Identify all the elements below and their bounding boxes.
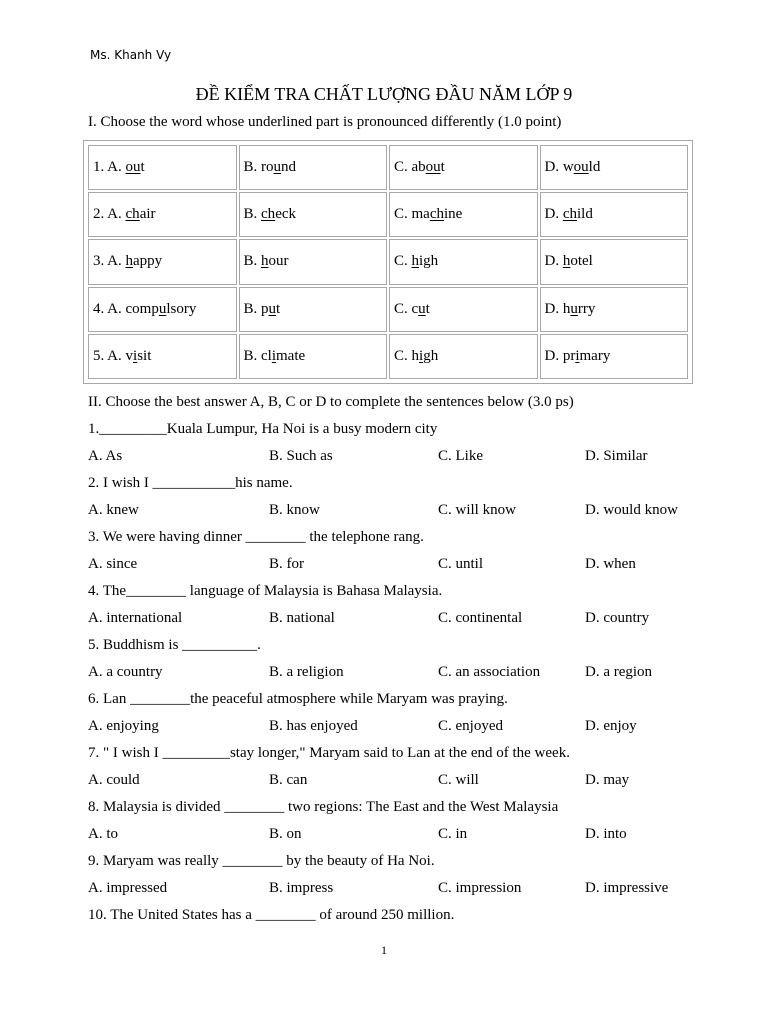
word-prefix: B. p [243, 300, 269, 317]
word-cell [540, 239, 689, 284]
word-cell [88, 239, 237, 284]
section1-heading: I. Choose the word whose underlined part is pronounced differently (1.0 point) [88, 114, 562, 130]
word-suffix: t [440, 159, 445, 176]
word-cell [389, 334, 538, 379]
table-row [88, 239, 688, 284]
answer-option: D. would know [585, 502, 678, 518]
word-suffix: appy [133, 253, 163, 270]
word-suffix: our [268, 253, 289, 270]
word-suffix: t [276, 300, 281, 317]
word-cell [239, 239, 388, 284]
answer-option: C. will know [438, 502, 516, 518]
word-prefix: D. pr [544, 347, 576, 364]
underlined-part: u [268, 300, 277, 317]
underlined-part: ch [429, 206, 445, 223]
underlined-part: h [562, 253, 571, 270]
word-cell [88, 334, 237, 379]
answer-option: D. enjoy [585, 718, 637, 734]
word-cell [540, 287, 689, 332]
answer-option: B. can [269, 772, 308, 788]
question-text: 2. I wish I ___________his name. [88, 475, 293, 491]
word-suffix: nd [281, 159, 296, 176]
underlined-part: ou [125, 159, 141, 176]
question-text: 10. The United States has a ________ of around 250 million. [88, 907, 455, 923]
underlined-part: h [411, 253, 420, 270]
answer-option: A. As [88, 448, 123, 464]
word-suffix: igh [419, 253, 439, 270]
question-text: 8. Malaysia is divided ________ two regions: The East and the West Malaysia [88, 799, 559, 815]
answer-option: A. international [88, 610, 183, 626]
word-suffix: air [139, 206, 156, 223]
word-suffix: otel [570, 253, 593, 270]
question-text: 3. We were having dinner ________ the telephone rang. [88, 529, 424, 545]
word-cell [239, 145, 388, 190]
answer-option: C. will [438, 772, 479, 788]
question-text: 9. Maryam was really ________ by the beauty of Ha Noi. [88, 853, 435, 869]
word-prefix: C. [394, 253, 412, 270]
word-prefix: C. ab [394, 159, 426, 176]
word-cell [239, 287, 388, 332]
underlined-part: i [271, 347, 277, 364]
answer-option: C. in [438, 826, 468, 842]
table-row [88, 145, 688, 190]
answer-option: D. when [585, 556, 636, 572]
word-suffix: mary [579, 347, 611, 364]
teacher-name: Ms. Khanh Vy [90, 48, 172, 62]
word-cell [540, 192, 689, 237]
answer-option: C. an association [438, 664, 541, 680]
answer-option: D. impressive [585, 880, 669, 896]
underlined-part: ch [261, 206, 276, 223]
answer-option: B. Such as [269, 448, 333, 464]
question-text: 5. Buddhism is __________. [88, 637, 261, 653]
word-cell [389, 192, 538, 237]
underlined-part: i [419, 347, 424, 364]
underlined-part: u [570, 300, 578, 317]
word-cell [88, 287, 237, 332]
word-prefix: B. cl [243, 347, 272, 364]
word-suffix: sit [137, 347, 152, 364]
word-prefix: C. h [394, 347, 420, 364]
word-suffix: t [425, 300, 430, 317]
word-prefix: 3. A. [93, 253, 126, 270]
table-row [88, 287, 688, 332]
underlined-part: h [261, 253, 269, 270]
table-row [88, 192, 688, 237]
underlined-part: ch [125, 206, 140, 223]
word-prefix: 1. A. [93, 159, 126, 176]
answer-option: D. into [585, 826, 627, 842]
word-prefix: 5. A. v [93, 347, 134, 364]
answer-option: B. impress [269, 880, 334, 896]
underlined-part: ou [425, 159, 441, 176]
word-prefix: C. ma [394, 206, 430, 223]
word-prefix: B. [243, 206, 262, 223]
word-suffix: mate [276, 347, 306, 364]
pronunciation-table [83, 140, 693, 384]
word-prefix: C. c [394, 300, 419, 317]
underlined-part: ch [562, 206, 578, 223]
word-cell [88, 192, 237, 237]
word-cell [540, 334, 689, 379]
answer-option: C. Like [438, 448, 483, 464]
answer-option: A. since [88, 556, 138, 572]
answer-option: D. country [585, 610, 650, 626]
word-suffix: t [140, 159, 145, 176]
word-suffix: ine [444, 206, 463, 223]
word-prefix: D. w [544, 159, 574, 176]
underlined-part: h [125, 253, 134, 270]
answer-option: A. could [88, 772, 140, 788]
answer-option: B. on [269, 826, 302, 842]
word-suffix: ld [588, 159, 601, 176]
answer-option: C. enjoyed [438, 718, 503, 734]
word-prefix: 4. A. comp [93, 300, 159, 317]
answer-option: B. national [269, 610, 335, 626]
question-text: 7. " I wish I _________stay longer," Maryam said to Lan at the end of the week. [88, 745, 570, 761]
answer-option: C. until [438, 556, 484, 572]
word-prefix: D. [544, 253, 563, 270]
answer-option: A. enjoying [88, 718, 159, 734]
answer-option: A. knew [88, 502, 139, 518]
underlined-part: i [133, 347, 138, 364]
answer-option: B. know [269, 502, 320, 518]
answer-option: B. for [269, 556, 304, 572]
question-text: 1._________Kuala Lumpur, Ha Noi is a busy modern city [88, 421, 438, 437]
answer-option: D. may [585, 772, 630, 788]
word-cell [389, 145, 538, 190]
answer-option: D. Similar [585, 448, 648, 464]
word-suffix: eck [275, 206, 297, 223]
section2-heading: II. Choose the best answer A, B, C or D to complete the sentences below (3.0 ps) [88, 394, 574, 410]
question-text: 6. Lan ________the peaceful atmosphere while Maryam was praying. [88, 691, 508, 707]
question-text: 4. The________ language of Malaysia is Bahasa Malaysia. [88, 583, 443, 599]
word-prefix: 2. A. [93, 206, 126, 223]
answer-option: D. a region [585, 664, 653, 680]
test-title: ĐỀ KIỂM TRA CHẤT LƯỢNG ĐẦU NĂM LỚP 9 [195, 84, 573, 104]
word-prefix: B. [243, 253, 262, 270]
word-cell [239, 334, 388, 379]
answer-option: C. impression [438, 880, 522, 896]
word-suffix: lsory [166, 300, 197, 317]
underlined-part: u [418, 300, 426, 317]
answer-option: B. has enjoyed [269, 718, 358, 734]
word-cell [389, 287, 538, 332]
table-row [88, 334, 688, 379]
answer-option: A. a country [88, 664, 163, 680]
word-cell [239, 192, 388, 237]
underlined-part: ou [573, 159, 589, 176]
word-suffix: ild [577, 206, 593, 223]
word-prefix: D. [544, 206, 563, 223]
word-cell [88, 145, 237, 190]
word-cell [540, 145, 689, 190]
word-prefix: B. ro [243, 159, 274, 176]
page-number: 1 [381, 943, 387, 957]
answer-option: A. to [88, 826, 118, 842]
word-suffix: gh [423, 347, 439, 364]
answer-option: B. a religion [269, 664, 344, 680]
underlined-part: u [158, 300, 167, 317]
answer-option: C. continental [438, 610, 523, 626]
word-suffix: rry [577, 300, 596, 317]
word-cell [389, 239, 538, 284]
word-prefix: D. h [544, 300, 571, 317]
underlined-part: u [273, 159, 281, 176]
answer-option: A. impressed [88, 880, 168, 896]
underlined-part: i [575, 347, 580, 364]
